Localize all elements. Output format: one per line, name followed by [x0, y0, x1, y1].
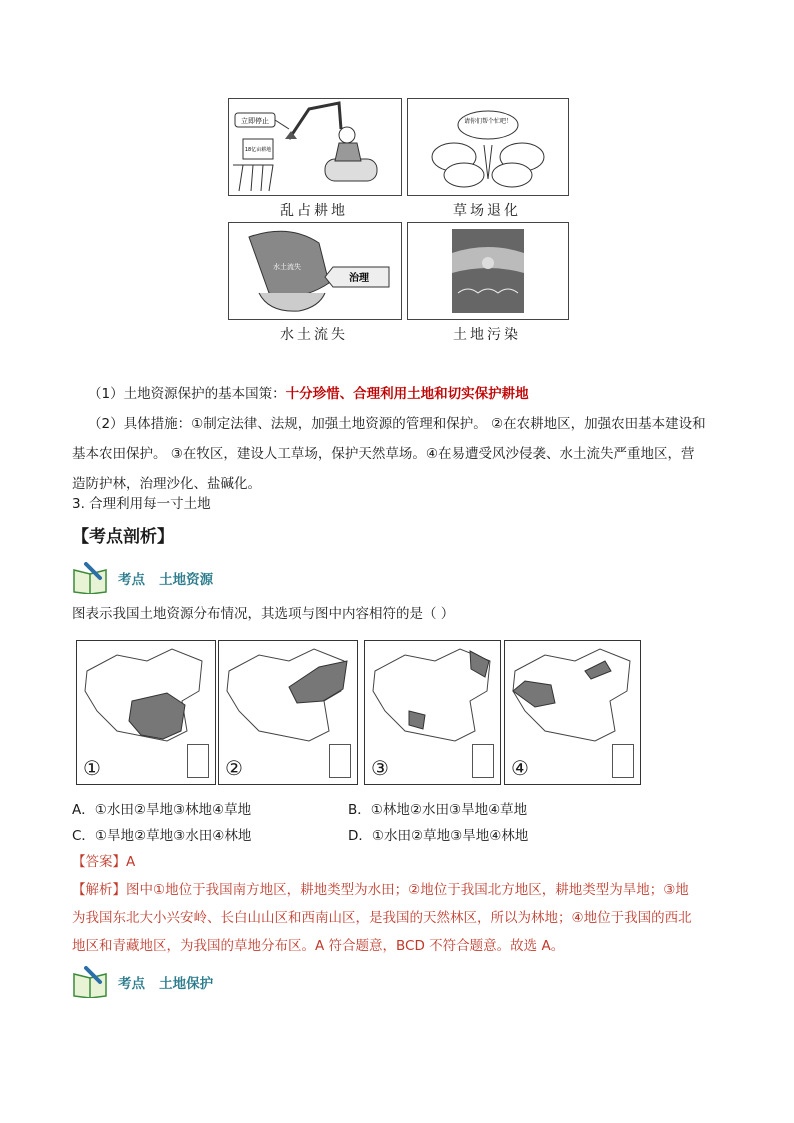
section-title: 【考点剖析】: [72, 527, 174, 547]
map-4: [504, 640, 641, 785]
cartoon-grassland-image: [408, 99, 568, 195]
inset-map: [329, 744, 351, 778]
bubble-text: 请你们帮个忙吧！: [463, 118, 513, 125]
question-text: 图表示我国土地资源分布情况，其选项与图中内容相符的是（ ）: [72, 606, 455, 622]
cartoon-soil-erosion-image: [229, 223, 401, 319]
inset-map: [472, 744, 494, 778]
panel-caption-3: 水土流失: [280, 327, 348, 343]
policy-line-2: （2）具体措施：①制定法律、法规，加强土地资源的管理和保护。 ②在农耕地区，加强农田基本建设和: [88, 416, 706, 432]
map-1: [76, 640, 216, 785]
option-d[interactable]: D．①水田②草地③旱地④林地: [348, 828, 529, 844]
policy-line-4: 造防护林，治理沙化、盐碱化。: [72, 476, 261, 492]
policy-line-1: [88, 380, 529, 408]
inset-map: [612, 744, 634, 778]
inset-map: [187, 744, 209, 778]
panel-caption-2: 草场退化: [453, 203, 521, 219]
analysis-line-3: 地区和青藏地区，为我国的草地分布区。A 符合题意，BCD 不符合题意。故选 A。: [72, 938, 565, 954]
kaodian-topic: 土地保护: [159, 976, 214, 992]
panel-cartoon-4: [407, 222, 569, 320]
policy-line-3: 基本农田保护。 ③在牧区，建设人工草场，保护天然草场。④在易遭受风沙侵袭、水土流失严重地区，营: [72, 446, 695, 462]
map-number: ①: [83, 756, 101, 780]
sign-text: 18亿亩耕地: [244, 147, 272, 153]
cartoon-occupy-farmland-image: [229, 99, 401, 195]
map-2: [218, 640, 358, 785]
kaodian-label: 考点: [118, 976, 145, 992]
cartoon-pollution-image: [408, 223, 568, 319]
option-c[interactable]: C．①旱地②草地③水田④林地: [72, 828, 252, 844]
book-icon: [72, 966, 108, 998]
panel-cartoon-1: [228, 98, 402, 196]
kaodian-1: [118, 568, 213, 588]
map-number: ④: [511, 756, 529, 780]
option-a[interactable]: A．①水田②旱地③林地④草地: [72, 802, 252, 818]
tag-text: 水土流失: [273, 263, 301, 271]
panel-cartoon-2: [407, 98, 569, 196]
answer-text: 【答案】A: [72, 854, 136, 870]
kaodian-topic: 土地资源: [159, 572, 214, 588]
analysis-line-2: 为我国东北大小兴安岭、长白山山区和西南山区，是我国的天然林区，所以为林地；④地位于我国的西北: [72, 910, 692, 926]
panel-caption-1: 乱占耕地: [280, 203, 348, 219]
policy-prefix: （1）土地资源保护的基本国策：: [88, 386, 286, 402]
book-icon: [72, 562, 108, 594]
panel-cartoon-3: [228, 222, 402, 320]
policy-highlight: 十分珍惜、合理利用土地和切实保护耕地: [285, 386, 529, 402]
kaodian-label: 考点: [118, 572, 145, 588]
map-number: ②: [225, 756, 243, 780]
option-b[interactable]: B．①林地②水田③旱地④草地: [348, 802, 528, 818]
kaodian-2: [118, 972, 213, 992]
analysis-line-1: 【解析】图中①地位于我国南方地区，耕地类型为水田；②地位于我国北方地区，耕地类型为旱地；③地: [72, 882, 689, 898]
map-number: ③: [371, 756, 389, 780]
label-text: 治理: [349, 273, 369, 284]
policy-item-3: 3. 合理利用每一寸土地: [72, 496, 211, 512]
map-3: [364, 640, 501, 785]
bubble-text: 立即停止: [241, 117, 269, 125]
panel-caption-4: 土地污染: [453, 327, 521, 343]
